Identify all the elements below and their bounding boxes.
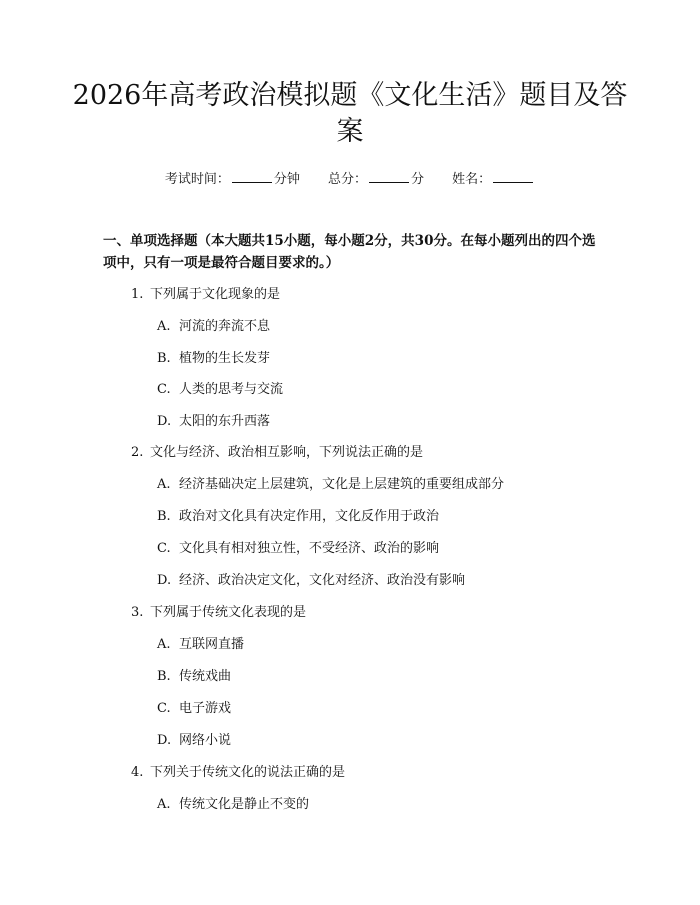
- option-letter: A.: [157, 637, 171, 652]
- option-2b: [157, 505, 439, 524]
- option-3b: [157, 665, 231, 684]
- question-number: 3.: [131, 605, 144, 620]
- option-1d: [157, 410, 270, 429]
- option-3a: [157, 633, 244, 652]
- option-text: 河流的奔流不息: [179, 319, 271, 334]
- exam-info-line: [0, 168, 700, 187]
- question-number: 4.: [131, 765, 144, 780]
- question-text: 下列属于传统文化表现的是: [150, 605, 307, 620]
- option-text: 互联网直播: [179, 637, 245, 652]
- option-4a: [157, 793, 309, 812]
- question-number: 1.: [131, 287, 144, 302]
- option-2c: [157, 537, 439, 556]
- option-text: 传统戏曲: [179, 669, 232, 684]
- option-letter: B.: [157, 351, 171, 366]
- option-text: 太阳的东升西落: [179, 414, 271, 429]
- question-4: [131, 761, 345, 780]
- option-2d: [157, 569, 465, 588]
- student-name-blank: [493, 170, 533, 183]
- option-text: 植物的生长发芽: [179, 351, 271, 366]
- option-1b: [157, 347, 270, 366]
- option-3c: [157, 697, 231, 716]
- option-3d: [157, 729, 231, 748]
- option-letter: A.: [157, 477, 171, 492]
- option-letter: B.: [157, 669, 171, 684]
- option-letter: D.: [157, 414, 172, 429]
- option-text: 经济、政治决定文化，文化对经济、政治没有影响: [179, 573, 466, 588]
- question-text: 下列属于文化现象的是: [150, 287, 281, 302]
- question-text: 下列关于传统文化的说法正确的是: [150, 765, 346, 780]
- student-name-label: 姓名：: [452, 172, 492, 187]
- option-letter: B.: [157, 509, 171, 524]
- option-text: 文化具有相对独立性，不受经济、政治的影响: [179, 541, 440, 556]
- option-2a: [157, 473, 504, 492]
- total-score-unit: 分: [411, 172, 425, 187]
- option-1c: [157, 378, 283, 397]
- option-text: 电子游戏: [179, 701, 232, 716]
- total-score: [328, 168, 424, 187]
- option-letter: D.: [157, 573, 172, 588]
- option-text: 经济基础决定上层建筑，文化是上层建筑的重要组成部分: [179, 477, 505, 492]
- total-score-label: 总分：: [327, 172, 367, 187]
- exam-time-label: 考试时间：: [164, 172, 230, 187]
- exam-time: [165, 168, 300, 187]
- option-letter: C.: [157, 701, 171, 716]
- option-letter: A.: [157, 319, 171, 334]
- option-letter: C.: [157, 382, 171, 397]
- option-1a: [157, 315, 270, 334]
- exam-time-blank: [232, 170, 272, 183]
- question-2: [131, 441, 423, 460]
- student-name: [452, 168, 535, 187]
- option-letter: D.: [157, 733, 172, 748]
- question-3: [131, 601, 306, 620]
- total-score-blank: [369, 170, 409, 183]
- option-text: 政治对文化具有决定作用，文化反作用于政治: [179, 509, 440, 524]
- option-text: 传统文化是静止不变的: [179, 797, 310, 812]
- option-text: 人类的思考与交流: [179, 382, 284, 397]
- section-heading: 一、单项选择题（本大题共15小题，每小题2分，共30分。在每小题列出的四个选项中，只有一项是最符合题目要求的。）: [103, 233, 596, 271]
- question-text: 文化与经济、政治相互影响，下列说法正确的是: [150, 445, 424, 460]
- option-letter: A.: [157, 797, 171, 812]
- document-title: 2026年高考政治模拟题《文化生活》题目及答案: [72, 80, 628, 147]
- question-1: [131, 283, 280, 302]
- exam-time-unit: 分钟: [273, 172, 300, 187]
- option-letter: C.: [157, 541, 171, 556]
- question-number: 2.: [131, 445, 144, 460]
- option-text: 网络小说: [179, 733, 232, 748]
